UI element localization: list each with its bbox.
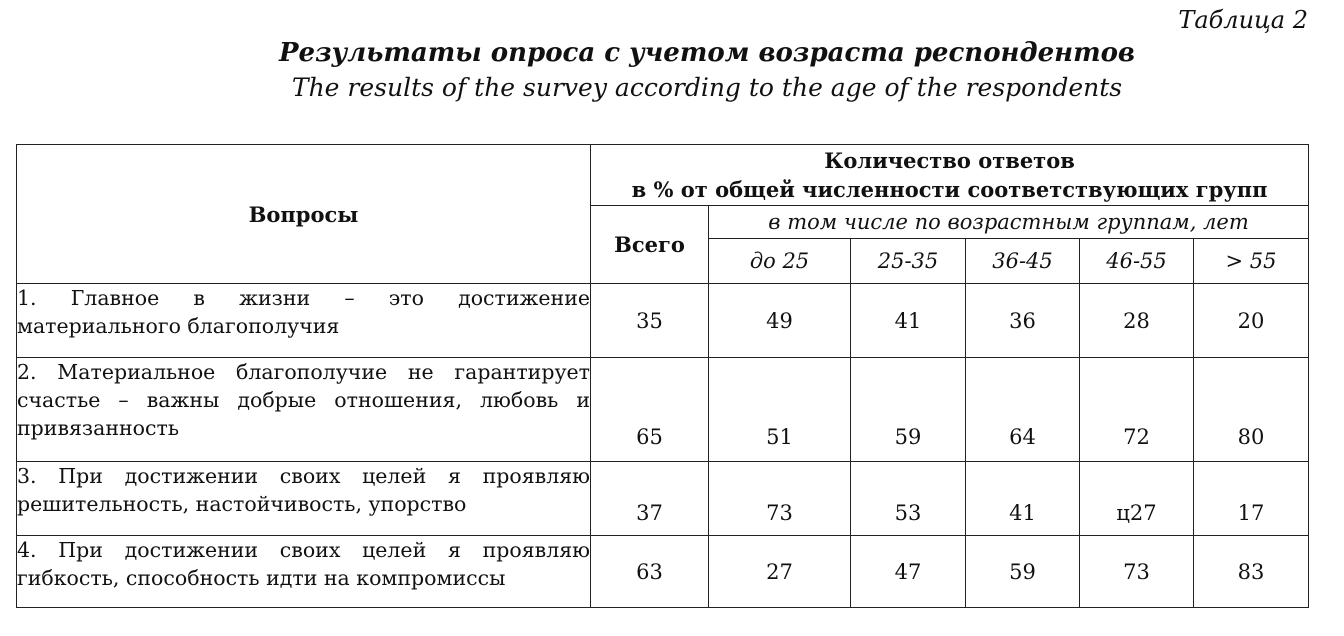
value-cell: 17 bbox=[1194, 462, 1309, 536]
value-cell: 47 bbox=[851, 536, 966, 608]
table-row bbox=[17, 536, 1309, 608]
value-cell: 28 bbox=[1080, 284, 1194, 358]
count-header-line-2: в % от общей численности соответствующих групп bbox=[631, 177, 1268, 202]
questions-header: Вопросы bbox=[17, 145, 591, 284]
count-header bbox=[591, 145, 1309, 206]
age-group-header: до 25 bbox=[709, 239, 851, 284]
value-cell: 51 bbox=[709, 358, 851, 462]
table-header bbox=[17, 145, 1309, 284]
age-groups-header: в том числе по возрастным группам, лет bbox=[709, 206, 1309, 239]
value-cell: 80 bbox=[1194, 358, 1309, 462]
table-row bbox=[17, 462, 1309, 536]
total-value-cell: 63 bbox=[591, 536, 709, 608]
table-row bbox=[17, 358, 1309, 462]
total-value-cell: 37 bbox=[591, 462, 709, 536]
value-cell: 59 bbox=[966, 536, 1080, 608]
age-group-header: 46-55 bbox=[1080, 239, 1194, 284]
survey-table bbox=[16, 144, 1309, 608]
table-number: Таблица 2 bbox=[1178, 6, 1308, 34]
value-cell: 27 bbox=[709, 536, 851, 608]
question-cell: 2. Материальное благополучие не гарантирует счастье – важны добрые отношения, любовь и привязанность bbox=[17, 358, 591, 462]
value-cell: 73 bbox=[709, 462, 851, 536]
value-cell: 36 bbox=[966, 284, 1080, 358]
question-cell: 1. Главное в жизни – это достижение материального благополучия bbox=[17, 284, 591, 358]
table-title-ru: Результаты опроса с учетом возраста респондентов bbox=[278, 38, 1135, 68]
value-cell: 73 bbox=[1080, 536, 1194, 608]
value-cell: 49 bbox=[709, 284, 851, 358]
age-group-header: 36-45 bbox=[966, 239, 1080, 284]
question-cell: 3. При достижении своих целей я проявляю решительность, настойчивость, упорство bbox=[17, 462, 591, 536]
total-header: Всего bbox=[591, 206, 709, 284]
value-cell: 41 bbox=[851, 284, 966, 358]
value-cell: 59 bbox=[851, 358, 966, 462]
value-cell: 72 bbox=[1080, 358, 1194, 462]
count-header-line-1: Количество ответов bbox=[824, 148, 1075, 173]
age-group-header: 25-35 bbox=[851, 239, 966, 284]
total-value-cell: 65 bbox=[591, 358, 709, 462]
table-title-en: The results of the survey according to the age of the respondents bbox=[291, 73, 1123, 102]
question-cell: 4. При достижении своих целей я проявляю гибкость, способность идти на компромиссы bbox=[17, 536, 591, 608]
value-cell: ц27 bbox=[1080, 462, 1194, 536]
total-value-cell: 35 bbox=[591, 284, 709, 358]
value-cell: 83 bbox=[1194, 536, 1309, 608]
table-body bbox=[17, 284, 1309, 608]
value-cell: 53 bbox=[851, 462, 966, 536]
age-group-header: > 55 bbox=[1194, 239, 1309, 284]
table-row bbox=[17, 284, 1309, 358]
value-cell: 20 bbox=[1194, 284, 1309, 358]
value-cell: 64 bbox=[966, 358, 1080, 462]
header-row-1 bbox=[17, 145, 1309, 206]
value-cell: 41 bbox=[966, 462, 1080, 536]
